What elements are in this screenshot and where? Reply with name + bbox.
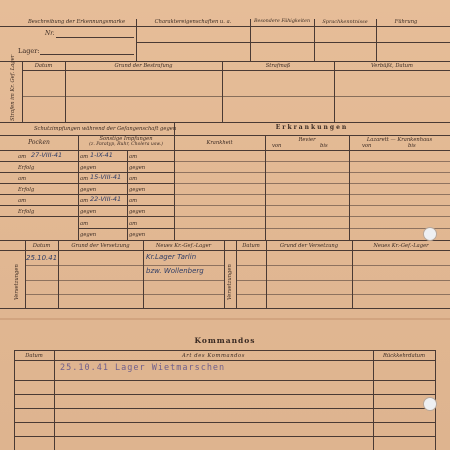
rule: [0, 183, 174, 184]
impfungen-title: Schutzimpfungen während der Gefangenschaft gegen: [34, 126, 177, 132]
pocken-erfolg-label: Erfolg: [18, 209, 35, 215]
rule: [0, 161, 174, 162]
rule: [174, 205, 450, 206]
rule: [0, 26, 450, 27]
versetzung-lager-line1: Kr.Lager Tarlin: [146, 253, 197, 261]
rule: [14, 350, 15, 450]
rule: [58, 240, 59, 308]
lager-label: Lager:: [18, 47, 40, 55]
rule: [174, 161, 450, 162]
rule: [56, 37, 134, 38]
rule: [265, 135, 266, 240]
punch-hole: [423, 227, 437, 241]
versetzung-lager-line2: bzw. Wollenberg: [146, 267, 204, 275]
strafen-col-datum: Datum: [34, 63, 53, 69]
lazarett-von-label: von: [362, 143, 372, 149]
rule: [376, 19, 377, 61]
fuehrung-label: Führung: [394, 19, 418, 25]
versetzung-col-datum: Datum: [242, 243, 260, 249]
revier-label: Revier: [298, 137, 316, 143]
pocken-am-label: am: [18, 154, 27, 160]
rule: [136, 19, 137, 61]
rule: [174, 228, 450, 229]
rule: [0, 205, 174, 206]
kommando-stamp-entry: 25.10.41 Lager Wietmarschen: [60, 363, 226, 373]
sonst-am-label: am: [129, 176, 138, 182]
sonst-am-label: am: [129, 154, 138, 160]
pocken-date-1: 27-VIII-41: [31, 151, 63, 159]
sonst-am-label: am: [129, 198, 138, 204]
rule: [314, 19, 315, 61]
rule: [78, 228, 174, 229]
rule: [222, 61, 223, 122]
sonst-am-label: am: [80, 198, 89, 204]
rule: [0, 240, 450, 241]
rule: [250, 19, 251, 61]
rule: [14, 422, 436, 423]
rule: [14, 394, 436, 395]
rule: [14, 408, 436, 409]
strafen-col-verbuesst: Verbüßt, Datum: [371, 63, 413, 69]
rule: [334, 61, 335, 122]
rule: [25, 294, 224, 295]
rule: [174, 183, 450, 184]
pocken-erfolg-label: Erfolg: [18, 165, 35, 171]
rule: [143, 240, 144, 308]
versetzung-col-grund: Grund der Versetzung: [279, 243, 339, 249]
rule: [0, 250, 450, 251]
rule: [174, 194, 450, 195]
rule: [25, 240, 26, 308]
pocken-erfolg-label: Erfolg: [18, 187, 35, 193]
kommandos-col-rueckkehr: Rückkehrdatum: [382, 353, 426, 359]
versetzung-col-datum: Datum: [32, 243, 51, 249]
rule: [78, 135, 79, 240]
sonstige-sub-label: (z. Paratyp, Ruhr, Cholera usw.): [89, 142, 163, 147]
rule: [0, 61, 450, 62]
sonstige-label: Sonstige Impfungen: [99, 136, 153, 142]
rule: [174, 172, 450, 173]
erkennungsmarke-label: Beschreibung der Erkennungsmarke: [28, 19, 126, 25]
rule: [14, 380, 436, 381]
rule: [224, 240, 225, 308]
rule: [0, 135, 450, 136]
sonst-gegen-label: gegen: [80, 232, 97, 238]
rule: [236, 294, 450, 295]
pocken-am-label: am: [18, 198, 27, 204]
revier-von-label: von: [272, 143, 282, 149]
versetzungen-side-label-right: Versetzungen: [227, 264, 233, 300]
rule: [65, 61, 66, 122]
sonst-am-label: am: [80, 221, 89, 227]
rule: [266, 240, 267, 308]
rule: [236, 240, 237, 308]
lazarett-label: Lazarett — Krankenhaus: [366, 137, 433, 143]
rule: [0, 216, 174, 217]
rule: [127, 150, 128, 240]
kommandos-col-datum: Datum: [25, 353, 43, 359]
sonst-am-label: am: [80, 154, 89, 160]
sonst-am-label: am: [129, 221, 138, 227]
rule: [22, 61, 23, 122]
sonst-gegen-label: gegen: [129, 165, 146, 171]
sonst-gegen-label: gegen: [80, 187, 97, 193]
sonst-gegen-label: gegen: [80, 209, 97, 215]
sonst-date-2: 15-VIII-41: [90, 173, 122, 181]
revier-bis-label: bis: [320, 143, 328, 149]
pocken-am-label: am: [18, 176, 27, 182]
erkrankungen-title: Erkrankungen: [275, 124, 349, 131]
sonst-gegen-label: gegen: [129, 187, 146, 193]
rule: [0, 150, 450, 151]
rule: [352, 240, 353, 308]
krankheit-label: Krankheit: [206, 140, 233, 146]
rule: [0, 194, 174, 195]
versetzung-col-grund: Grund der Versetzung: [71, 243, 130, 249]
rule: [22, 96, 450, 97]
rule: [14, 436, 436, 437]
rule: [25, 265, 224, 266]
sonst-gegen-label: gegen: [80, 165, 97, 171]
strafen-col-grund: Grund der Bestrafung: [114, 63, 173, 69]
rule: [236, 265, 450, 266]
rule: [373, 350, 374, 450]
rule: [0, 172, 174, 173]
versetzung-date: 25.10.41: [26, 254, 58, 262]
sonst-date-3: 22-VIII-41: [90, 195, 122, 203]
punch-hole: [423, 397, 437, 411]
kommandos-title: Kommandos: [194, 336, 256, 345]
faehigkeiten-label: Besondere Fähigkeiten: [253, 19, 311, 24]
rule: [174, 216, 450, 217]
rule: [0, 308, 450, 309]
strafen-col-strafmass: Strafmaß: [265, 63, 291, 69]
sonst-date-1: 1-IX-41: [90, 151, 113, 159]
nr-label: Nr.: [45, 30, 55, 37]
pocken-label: Pocken: [28, 139, 50, 146]
versetzung-col-lager: Neues Kr.-Gef.-Lager: [373, 243, 429, 249]
rule: [136, 42, 450, 43]
rule: [40, 54, 134, 55]
rule: [0, 122, 450, 123]
sonst-gegen-label: gegen: [129, 209, 146, 215]
charakter-label: Charaktereigenschaften u. a.: [154, 19, 232, 25]
rule: [54, 350, 55, 450]
rule: [236, 280, 450, 281]
lazarett-bis-label: bis: [408, 143, 416, 149]
fold-line: [0, 318, 450, 320]
rule: [22, 70, 450, 71]
rule: [25, 280, 224, 281]
rule: [349, 135, 350, 240]
versetzung-col-lager: Neues Kr.-Gef.-Lager: [155, 243, 212, 249]
sprachkenntnisse-label: Sprachkenntnisse: [322, 19, 368, 25]
versetzungen-side-label-left: Versetzungen: [14, 264, 20, 300]
strafen-side-label: Strafen im Kr. Gef. Lager: [10, 54, 16, 121]
kommandos-col-art: Art des Kommandos: [181, 353, 246, 359]
sonst-gegen-label: gegen: [129, 232, 146, 238]
sonst-am-label: am: [80, 176, 89, 182]
